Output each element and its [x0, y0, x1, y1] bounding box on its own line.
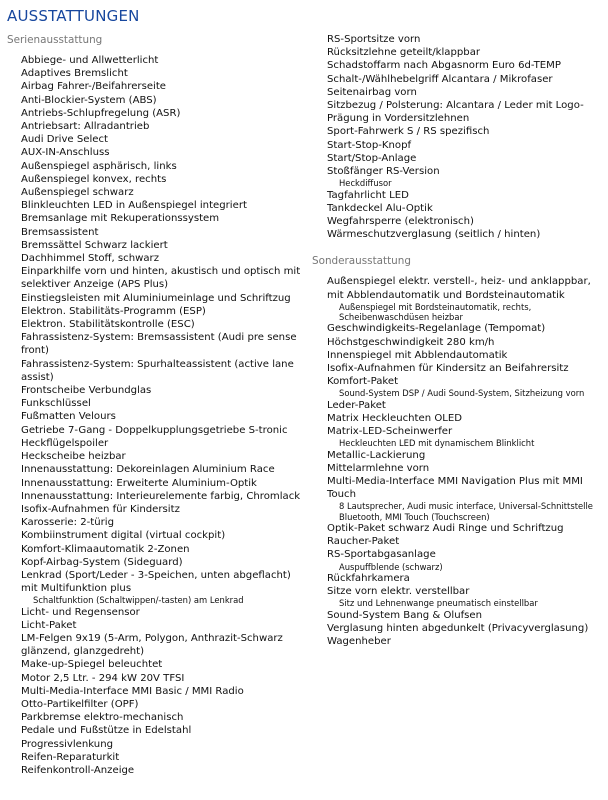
equipment-label: Antriebsart: Allradantrieb: [21, 121, 150, 133]
equipment-label: Fußmatten Velours: [21, 411, 116, 423]
equipment-label: Schadstoffarm nach Abgasnorm Euro 6d-TEMP: [327, 60, 561, 72]
equipment-label: RS-Sportabgasanlage: [327, 549, 436, 561]
equipment-sublabel: Schaltfunktion (Schaltwippen/-tasten) am Lenkrad: [33, 595, 244, 606]
equipment-item: [313, 336, 603, 349]
right-column: [313, 33, 603, 648]
equipment-item: [313, 399, 603, 412]
equipment-label: Rücksitzlehne geteilt/klappbar: [327, 47, 481, 59]
equipment-label: Komfort-Klimaautomatik 2-Zonen: [21, 543, 190, 555]
equipment-item: [313, 585, 603, 609]
equipment-item: [10, 619, 302, 632]
equipment-label: Fahrassistenz-System: Bremsassistent (Audi pre sense front): [21, 332, 297, 357]
equipment-item: [10, 569, 302, 606]
equipment-label: Motor 2,5 Ltr. - 294 kW 20V TFSI: [21, 672, 185, 684]
equipment-label: Multi-Media-Interface MMI Basic / MMI Radio: [21, 685, 244, 697]
equipment-item: [10, 751, 302, 764]
equipment-sublabel: Außenspiegel mit Bordsteinautomatik, rechts, Scheibenwaschdüsen heizbar: [339, 301, 532, 323]
equipment-label: Funkschlüssel: [21, 398, 91, 410]
equipment-item: [10, 107, 302, 120]
equipment-label: Kopf-Airbag-System (Sideguard): [21, 556, 183, 568]
left-column: [7, 33, 302, 777]
equipment-item: [10, 94, 302, 107]
equipment-item: [10, 265, 302, 291]
equipment-item: [10, 503, 302, 516]
equipment-label: Antriebs-Schlupfregelung (ASR): [21, 107, 181, 119]
equipment-item: [10, 543, 302, 556]
equipment-label: Progressivlenkung: [21, 738, 114, 750]
equipment-label: Rückfahrkamera: [327, 572, 410, 584]
equipment-item: [10, 516, 302, 529]
equipment-item: [10, 80, 302, 93]
equipment-label: Adaptives Bremslicht: [21, 68, 128, 80]
serien-heading: Serienausstattung: [7, 34, 103, 46]
equipment-label: Sound-System Bang & Olufsen: [327, 609, 483, 621]
equipment-item: [10, 529, 302, 542]
equipment-label: Optik-Paket schwarz Audi Ringe und Schriftzug: [327, 522, 564, 534]
equipment-label: Wagenheber: [327, 635, 391, 647]
equipment-label: Schalt-/Wählhebelgriff Alcantara / Mikrofaser: [327, 73, 553, 85]
equipment-label: Heckscheibe heizbar: [21, 451, 126, 463]
equipment-item: [10, 186, 302, 199]
equipment-item: [313, 275, 603, 322]
equipment-label: LM-Felgen 9x19 (5-Arm, Polygon, Anthrazit-Schwarz glänzend, glanzgedreht): [21, 633, 283, 658]
equipment-item: [10, 160, 302, 173]
equipment-label: Mittelarmlehne vorn: [327, 462, 430, 474]
equipment-item: [313, 73, 603, 86]
equipment-item: [10, 764, 302, 777]
equipment-label: Matrix Heckleuchten OLED: [327, 412, 463, 424]
equipment-label: Verglasung hinten abgedunkelt (Privacyverglasung): [327, 622, 589, 634]
sonder-heading: Sonderausstattung: [312, 255, 411, 268]
equipment-label: Innenausstattung: Interieurelemente farbig, Chromlack: [21, 490, 301, 502]
equipment-item: [10, 658, 302, 671]
equipment-sublabel: Heckleuchten LED mit dynamischem Blinklicht: [339, 438, 535, 449]
equipment-item: [10, 318, 302, 331]
equipment-item: [10, 463, 302, 476]
equipment-label: Bremsassistent: [21, 226, 99, 238]
equipment-label: Bremssättel Schwarz lackiert: [21, 239, 168, 251]
equipment-label: Otto-Partikelfilter (OPF): [21, 699, 139, 711]
equipment-item: [313, 152, 603, 165]
equipment-item: [10, 146, 302, 159]
equipment-sublabel: Auspuffblende (schwarz): [339, 561, 443, 572]
equipment-label: Außenspiegel elektr. verstell-, heiz- und anklappbar, mit Abblendautomatik und Bordsteinautomatik: [327, 276, 591, 301]
equipment-item: [313, 635, 603, 648]
equipment-item: [313, 572, 603, 585]
equipment-label: Kombiinstrument digital (virtual cockpit): [21, 530, 226, 542]
equipment-label: Innenausstattung: Erweiterte Aluminium-Optik: [21, 477, 257, 489]
equipment-item: [10, 252, 302, 265]
equipment-label: Karosserie: 2-türig: [21, 517, 115, 529]
equipment-item: [313, 189, 603, 202]
equipment-label: Reifen-Reparaturkit: [21, 751, 120, 763]
equipment-item: [313, 548, 603, 572]
equipment-label: Wärmeschutzverglasung (seitlich / hinten): [327, 229, 541, 241]
equipment-label: RS-Sportsitze vorn: [327, 34, 421, 45]
equipment-label: Einparkhilfe vorn und hinten, akustisch und optisch mit selektiver Anzeige (APS Plus): [21, 266, 301, 291]
equipment-label: Start/Stop-Anlage: [327, 152, 417, 164]
equipment-item: [10, 305, 302, 318]
equipment-item: [10, 490, 302, 503]
equipment-label: Einstiegsleisten mit Aluminiumeinlage und Schriftzug: [21, 292, 291, 304]
equipment-item: [313, 86, 603, 99]
equipment-item: [313, 228, 603, 241]
equipment-sublabel: Sitz und Lehnenwange pneumatisch einstellbar: [339, 598, 538, 609]
equipment-label: Airbag Fahrer-/Beifahrerseite: [21, 81, 167, 93]
equipment-item: [313, 125, 603, 138]
equipment-label: Blinkleuchten LED in Außenspiegel integriert: [21, 200, 247, 212]
equipment-item: [10, 331, 302, 357]
equipment-label: Lenkrad (Sport/Leder - 3-Speichen, unten abgeflacht) mit Multifunktion plus: [21, 569, 291, 595]
equipment-label: Außenspiegel schwarz: [21, 187, 134, 199]
equipment-item: [10, 120, 302, 133]
equipment-label: Start-Stop-Knopf: [327, 139, 412, 151]
equipment-item: [10, 450, 302, 463]
equipment-item: [10, 424, 302, 437]
equipment-label: Geschwindigkeits-Regelanlage (Tempomat): [327, 323, 546, 335]
equipment-item: [313, 349, 603, 362]
equipment-item: [313, 46, 603, 59]
equipment-item: [313, 412, 603, 425]
equipment-label: Abbiege- und Allwetterlicht: [21, 55, 159, 66]
equipment-sublabel: 8 Lautsprecher, Audi music interface, Universal-Schnittstelle Bluetooth, MMI Touch (Touchscreen): [339, 501, 593, 522]
equipment-label: Isofix-Aufnahmen für Kindersitz: [21, 503, 180, 515]
equipment-item: [10, 556, 302, 569]
equipment-item: [10, 358, 302, 384]
equipment-label: Elektron. Stabilitätskontrolle (ESC): [21, 319, 195, 331]
equipment-label: Innenspiegel mit Abblendautomatik: [327, 349, 508, 361]
equipment-item: [10, 437, 302, 450]
equipment-label: Außenspiegel asphärisch, links: [21, 160, 177, 172]
equipment-label: Komfort-Paket: [327, 376, 399, 388]
serien-list: [10, 54, 302, 777]
equipment-item: [10, 54, 302, 67]
equipment-label: Heckflügelspoiler: [21, 437, 109, 449]
equipment-item: [313, 33, 603, 46]
equipment-label: Raucher-Paket: [327, 536, 400, 548]
equipment-item: [10, 632, 302, 658]
equipment-item: [313, 99, 603, 125]
equipment-label: AUX-IN-Anschluss: [21, 147, 110, 159]
equipment-label: Licht- und Regensensor: [21, 606, 140, 618]
equipment-label: Tagfahrlicht LED: [327, 189, 409, 201]
equipment-label: Matrix-LED-Scheinwerfer: [327, 426, 453, 438]
equipment-label: Sport-Fahrwerk S / RS spezifisch: [327, 126, 490, 138]
equipment-label: Wegfahrsperre (elektronisch): [327, 215, 474, 227]
equipment-label: Licht-Paket: [21, 619, 77, 631]
equipment-item: [313, 322, 603, 335]
equipment-label: Fahrassistenz-System: Spurhalteassistent (active lane assist): [21, 358, 294, 383]
equipment-item: [10, 410, 302, 423]
equipment-item: [10, 384, 302, 397]
equipment-item: [313, 375, 603, 399]
equipment-label: Metallic-Lackierung: [327, 449, 426, 461]
equipment-item: [10, 226, 302, 239]
equipment-item: [10, 724, 302, 737]
equipment-item: [313, 139, 603, 152]
equipment-item: [313, 202, 603, 215]
equipment-label: Tankdeckel Alu-Optik: [327, 202, 433, 214]
equipment-item: [10, 397, 302, 410]
equipment-item: [313, 362, 603, 375]
equipment-label: Dachhimmel Stoff, schwarz: [21, 253, 160, 265]
equipment-label: Stoßfänger RS-Version: [327, 166, 440, 178]
equipment-item: [10, 672, 302, 685]
equipment-item: [10, 685, 302, 698]
equipment-sublabel: Heckdiffusor: [339, 178, 392, 189]
equipment-label: Multi-Media-Interface MMI Navigation Plus mit MMI Touch: [327, 475, 583, 501]
equipment-item: [10, 698, 302, 711]
equipment-label: Außenspiegel konvex, rechts: [21, 173, 167, 185]
equipment-item: [10, 239, 302, 252]
equipment-label: Isofix-Aufnahmen für Kindersitz an Beifahrersitz: [327, 362, 569, 374]
equipment-item: [313, 622, 603, 635]
equipment-item: [313, 609, 603, 622]
equipment-item: [10, 199, 302, 212]
equipment-label: Sitzbezug / Polsterung: Alcantara / Leder mit Logo-Prägung in Vordersitzlehnen: [327, 100, 584, 125]
serien-list-continued: [313, 33, 603, 241]
equipment-item: [10, 292, 302, 305]
equipment-label: Höchstgeschwindigkeit 280 km/h: [327, 336, 495, 348]
equipment-item: [313, 59, 603, 72]
equipment-item: [10, 67, 302, 80]
equipment-label: Bremsanlage mit Rekuperationssystem: [21, 213, 220, 225]
equipment-label: Parkbremse elektro-mechanisch: [21, 712, 184, 724]
equipment-item: [10, 738, 302, 751]
equipment-label: Audi Drive Select: [21, 134, 108, 146]
equipment-label: Frontscheibe Verbundglas: [21, 385, 152, 397]
equipment-item: [313, 449, 603, 462]
equipment-item: [313, 462, 603, 475]
equipment-label: Elektron. Stabilitäts-Programm (ESP): [21, 305, 206, 317]
page-title: AUSSTATTUNGEN: [7, 7, 140, 25]
equipment-item: [10, 173, 302, 186]
equipment-item: [313, 475, 603, 522]
equipment-label: Getriebe 7-Gang - Doppelkupplungsgetriebe S-tronic: [21, 424, 288, 436]
equipment-item: [313, 165, 603, 189]
equipment-label: Innenausstattung: Dekoreinlagen Aluminium Race: [21, 464, 275, 476]
equipment-label: Reifenkontroll-Anzeige: [21, 765, 135, 777]
equipment-item: [313, 425, 603, 449]
equipment-label: Anti-Blockier-System (ABS): [21, 94, 157, 106]
equipment-item: [313, 215, 603, 228]
equipment-sublabel: Sound-System DSP / Audi Sound-System, Sitzheizung vorn: [339, 388, 585, 399]
equipment-item: [10, 477, 302, 490]
equipment-label: Make-up-Spiegel beleuchtet: [21, 659, 163, 671]
equipment-item: [10, 212, 302, 225]
equipment-item: [10, 606, 302, 619]
equipment-item: [313, 535, 603, 548]
equipment-label: Seitenairbag vorn: [327, 86, 417, 98]
equipment-item: [313, 522, 603, 535]
equipment-item: [10, 133, 302, 146]
sonder-list: [313, 275, 603, 648]
equipment-item: [10, 711, 302, 724]
equipment-label: Pedale und Fußstütze in Edelstahl: [21, 725, 192, 737]
equipment-label: Sitze vorn elektr. verstellbar: [327, 586, 470, 598]
equipment-label: Leder-Paket: [327, 399, 386, 411]
